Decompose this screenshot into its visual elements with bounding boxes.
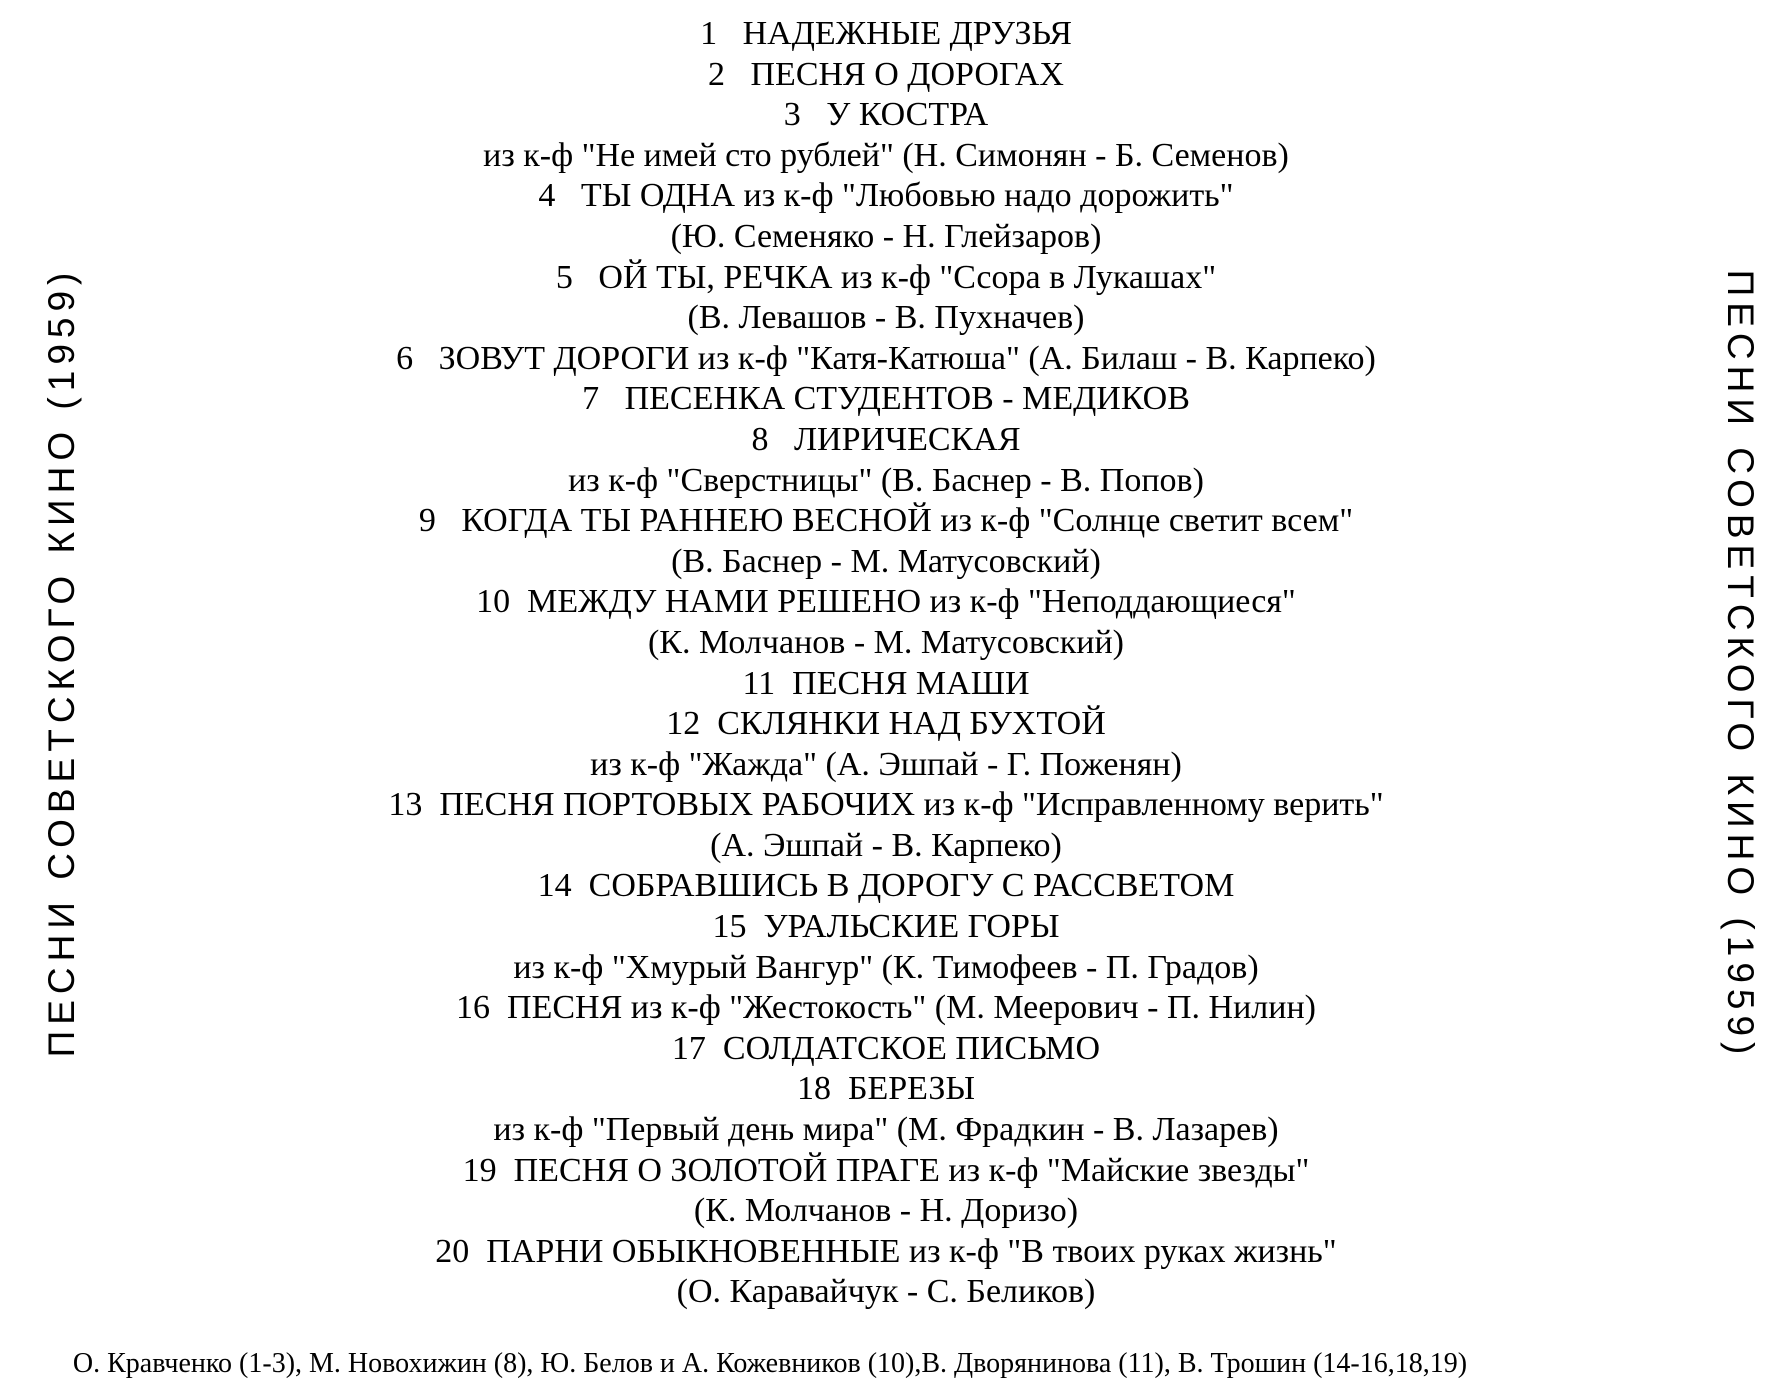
tracklist-line-film-credit: из к-ф "Не имей сто рублей" (Н. Симонян - Б. Семенов) [483,136,1289,174]
tracklist-line: 17 СОЛДАТСКОЕ ПИСЬМО [671,1029,1101,1067]
tracklist-line-composer-credit: (В. Левашов - В. Пухначев) [687,299,1085,337]
tracklist-line: 5 ОЙ ТЫ, РЕЧКА из к-ф "Ссора в Лукашах" [555,258,1217,296]
tracklist-line-film-credit: из к-ф "Первый день мира" (М. Фрадкин - В. Лазарев) [493,1111,1279,1149]
tracklist-line: 13 ПЕСНЯ ПОРТОВЫХ РАБОЧИХ из к-ф "Исправленному верить" [388,786,1384,824]
tracklist-line-film-credit: из к-ф "Сверстницы" (В. Баснер - В. Попов) [568,461,1204,499]
tracklist-line: 16 ПЕСНЯ из к-ф "Жестокость" (М. Меерович - П. Нилин) [456,989,1316,1027]
tracklist-line-film-credit: из к-ф "Хмурый Вангур" (К. Тимофеев - П. Градов) [513,948,1259,986]
tracklist-line-composer-credit: (В. Баснер - М. Матусовский) [671,542,1101,580]
tracklist-line: 9 КОГДА ТЫ РАННЕЮ ВЕСНОЙ из к-ф "Солнце светит всем" [418,502,1354,540]
tracklist-line: 11 ПЕСНЯ МАШИ [742,664,1030,702]
album-spine-title-right: ПЕСНИ СОВЕТСКОГО КИНО (1959) [1720,269,1761,1061]
tracklist-line-composer-credit: (К. Молчанов - Н. Доризо) [693,1192,1079,1230]
tracklist-line-composer-credit: (А. Эшпай - В. Карпеко) [710,826,1062,864]
tracklist-line: 4 ТЫ ОДНА из к-ф "Любовью надо дорожить" [538,177,1234,215]
tracklist-line-composer-credit: (К. Молчанов - М. Матусовский) [647,623,1125,661]
tracklist-line: 18 БЕРЕЗЫ [796,1070,976,1108]
tracklist-line: 6 ЗОВУТ ДОРОГИ из к-ф "Катя-Катюша" (А. Билаш - В. Карпеко) [396,339,1376,377]
tracklist-line: 3 У КОСТРА [783,96,989,134]
tracklist-line: 1 НАДЕЖНЫЕ ДРУЗЬЯ [700,15,1072,52]
tracklist-line: 2 ПЕСНЯ О ДОРОГАХ [708,55,1064,93]
tracklist-line: 20 ПАРНИ ОБЫКНОВЕННЫЕ из к-ф "В твоих руках жизнь" [435,1232,1337,1270]
tracklist-line: 19 ПЕСНЯ О ЗОЛОТОЙ ПРАГЕ из к-ф "Майские звезды" [462,1151,1310,1189]
tracklist [0,14,1772,1313]
tracklist-line: 7 ПЕСЕНКА СТУДЕНТОВ - МЕДИКОВ [582,380,1190,418]
tracklist-line: 10 МЕЖДУ НАМИ РЕШЕНО из к-ф "Неподдающиеся" [476,583,1296,621]
tracklist-line: 14 СОБРАВШИСЬ В ДОРОГУ С РАССВЕТОМ [537,867,1235,905]
performers-credit-line: О. Кравченко (1-3), М. Новохижин (8), Ю. Белов и А. Кожевников (10),В. Дворянинова (11), В. Трошин (14-16,18,19) [72,1348,1468,1379]
album-spine-title-left: ПЕСНИ СОВЕТСКОГО КИНО (1959) [41,266,82,1058]
tracklist-line: 8 ЛИРИЧЕСКАЯ [751,420,1021,458]
tracklist-line-composer-credit: (О. Каравайчук - С. Беликов) [676,1273,1096,1311]
tracklist-line: 12 СКЛЯНКИ НАД БУХТОЙ [666,705,1106,743]
tracklist-line: 15 УРАЛЬСКИЕ ГОРЫ [712,908,1060,946]
tracklist-line-film-credit: из к-ф "Жажда" (А. Эшпай - Г. Поженян) [590,745,1182,783]
tracklist-line-composer-credit: (Ю. Семеняко - Н. Глейзаров) [670,217,1102,255]
